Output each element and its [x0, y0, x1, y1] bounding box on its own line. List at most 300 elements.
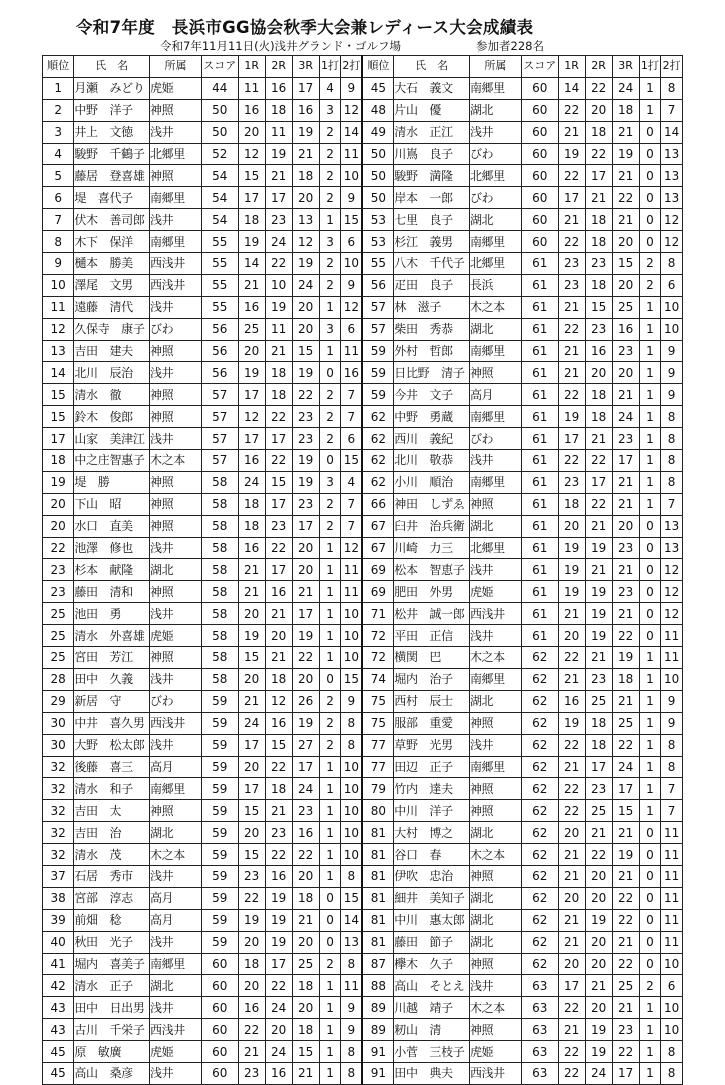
player-name-cell: 竹内 達夫: [394, 778, 470, 800]
round2-cell: 19: [585, 909, 612, 931]
round2-cell: 19: [265, 909, 292, 931]
player-name-cell: 宮田 芳江: [74, 647, 150, 669]
hole-in-one-count-cell: 1: [639, 296, 661, 318]
total-score-cell: 62: [521, 909, 558, 931]
affiliation-cell: 浅井: [469, 450, 521, 472]
two-stroke-count-cell: 11: [661, 909, 683, 931]
round1-cell: 18: [238, 493, 265, 515]
table-row: [43, 121, 683, 143]
col-affiliation: 所属: [150, 56, 202, 78]
round3-cell: 24: [612, 756, 639, 778]
total-score-cell: 63: [521, 1062, 558, 1084]
table-row: [43, 296, 683, 318]
round1-cell: 19: [558, 559, 585, 581]
hole-in-one-count-cell: 1: [319, 296, 341, 318]
two-stroke-count-cell: 14: [341, 121, 363, 143]
two-stroke-count-cell: 7: [341, 406, 363, 428]
two-stroke-count-cell: 11: [341, 143, 363, 165]
round2-cell: 20: [585, 997, 612, 1019]
round2-cell: 18: [585, 274, 612, 296]
round2-cell: 24: [585, 1062, 612, 1084]
two-stroke-count-cell: 8: [661, 756, 683, 778]
hole-in-one-count-cell: 0: [639, 209, 661, 231]
hole-in-one-count-cell: 2: [319, 406, 341, 428]
round3-cell: 23: [292, 428, 319, 450]
hole-in-one-count-cell: 1: [319, 975, 341, 997]
round1-cell: 20: [238, 931, 265, 953]
round1-cell: 21: [238, 559, 265, 581]
total-score-cell: 60: [521, 77, 558, 99]
total-score-cell: 58: [201, 493, 238, 515]
total-score-cell: 62: [521, 734, 558, 756]
affiliation-cell: 浅井: [469, 975, 521, 997]
round1-cell: 20: [238, 822, 265, 844]
affiliation-cell: 浅井: [150, 362, 202, 384]
round2-cell: 18: [265, 384, 292, 406]
hole-in-one-count-cell: 0: [319, 668, 341, 690]
round2-cell: 22: [265, 844, 292, 866]
rank-cell: 62: [362, 406, 393, 428]
player-name-cell: 小川 順治: [394, 471, 470, 493]
two-stroke-count-cell: 9: [341, 187, 363, 209]
round1-cell: 21: [558, 121, 585, 143]
rank-cell: 41: [43, 953, 74, 975]
round2-cell: 19: [265, 931, 292, 953]
player-name-cell: 宮部 淳志: [74, 887, 150, 909]
round1-cell: 21: [558, 909, 585, 931]
round1-cell: 22: [558, 1041, 585, 1063]
round1-cell: 14: [558, 77, 585, 99]
affiliation-cell: 神照: [150, 800, 202, 822]
round1-cell: 20: [238, 603, 265, 625]
table-row: [43, 668, 683, 690]
hole-in-one-count-cell: 2: [319, 187, 341, 209]
round2-cell: 25: [585, 690, 612, 712]
two-stroke-count-cell: 9: [661, 384, 683, 406]
round2-cell: 22: [265, 253, 292, 275]
total-score-cell: 60: [521, 143, 558, 165]
affiliation-cell: 虎姫: [469, 581, 521, 603]
round1-cell: 23: [558, 471, 585, 493]
round1-cell: 20: [558, 953, 585, 975]
player-name-cell: 田辺 正子: [394, 756, 470, 778]
affiliation-cell: 湖北: [469, 690, 521, 712]
two-stroke-count-cell: 11: [661, 822, 683, 844]
player-name-cell: 小菅 三枝子: [394, 1041, 470, 1063]
affiliation-cell: 神照: [469, 1019, 521, 1041]
round3-cell: 23: [612, 428, 639, 450]
total-score-cell: 61: [521, 603, 558, 625]
round3-cell: 21: [612, 822, 639, 844]
round2-cell: 18: [585, 406, 612, 428]
round2-cell: 19: [585, 537, 612, 559]
round3-cell: 24: [292, 778, 319, 800]
header-row: [43, 56, 683, 78]
round1-cell: 22: [558, 1062, 585, 1084]
hole-in-one-count-cell: 2: [319, 712, 341, 734]
total-score-cell: 63: [521, 975, 558, 997]
player-name-cell: 清水 徹: [74, 384, 150, 406]
round1-cell: 19: [558, 712, 585, 734]
round3-cell: 22: [612, 953, 639, 975]
total-score-cell: 50: [201, 99, 238, 121]
affiliation-cell: びわ: [150, 690, 202, 712]
round2-cell: 21: [265, 647, 292, 669]
affiliation-cell: びわ: [469, 143, 521, 165]
two-stroke-count-cell: 10: [661, 668, 683, 690]
hole-in-one-count-cell: 2: [319, 274, 341, 296]
hole-in-one-count-cell: 3: [319, 318, 341, 340]
two-stroke-count-cell: 8: [661, 406, 683, 428]
round1-cell: 22: [558, 997, 585, 1019]
player-name-cell: 井上 文徳: [74, 121, 150, 143]
total-score-cell: 62: [521, 690, 558, 712]
affiliation-cell: 湖北: [150, 822, 202, 844]
affiliation-cell: 神照: [469, 493, 521, 515]
col-name: 氏 名: [74, 56, 150, 78]
two-stroke-count-cell: 12: [661, 559, 683, 581]
two-stroke-count-cell: 14: [341, 909, 363, 931]
rank-cell: 91: [362, 1041, 393, 1063]
round2-cell: 17: [585, 756, 612, 778]
hole-in-one-count-cell: 2: [319, 428, 341, 450]
round2-cell: 17: [585, 471, 612, 493]
total-score-cell: 62: [521, 647, 558, 669]
player-name-cell: 横関 巴: [394, 647, 470, 669]
round2-cell: 21: [265, 165, 292, 187]
round1-cell: 22: [558, 450, 585, 472]
player-name-cell: 池澤 修也: [74, 537, 150, 559]
two-stroke-count-cell: 12: [341, 99, 363, 121]
round2-cell: 18: [585, 231, 612, 253]
player-name-cell: 川越 靖子: [394, 997, 470, 1019]
round2-cell: 16: [265, 1062, 292, 1084]
hole-in-one-count-cell: 1: [639, 997, 661, 1019]
player-name-cell: 西村 辰士: [394, 690, 470, 712]
hole-in-one-count-cell: 3: [319, 231, 341, 253]
player-name-cell: 藤田 清和: [74, 581, 150, 603]
affiliation-cell: 木之本: [469, 997, 521, 1019]
affiliation-cell: 南郷里: [150, 231, 202, 253]
round2-cell: 22: [265, 756, 292, 778]
rank-cell: 49: [362, 121, 393, 143]
rank-cell: 75: [362, 690, 393, 712]
round1-cell: 21: [558, 340, 585, 362]
player-name-cell: 清水 正江: [394, 121, 470, 143]
round1-cell: 19: [558, 537, 585, 559]
player-name-cell: 川崎 力三: [394, 537, 470, 559]
round2-cell: 17: [265, 559, 292, 581]
affiliation-cell: 浅井: [150, 537, 202, 559]
two-stroke-count-cell: 7: [661, 493, 683, 515]
affiliation-cell: 神照: [469, 953, 521, 975]
total-score-cell: 62: [521, 756, 558, 778]
player-name-cell: 清水 茂: [74, 844, 150, 866]
total-score-cell: 61: [521, 537, 558, 559]
two-stroke-count-cell: 11: [661, 931, 683, 953]
hole-in-one-count-cell: 2: [639, 253, 661, 275]
player-name-cell: 中野 洋子: [74, 99, 150, 121]
total-score-cell: 55: [201, 253, 238, 275]
total-score-cell: 52: [201, 143, 238, 165]
round2-cell: 18: [585, 209, 612, 231]
round1-cell: 20: [238, 668, 265, 690]
table-row: [43, 99, 683, 121]
col-score: スコア: [521, 56, 558, 78]
round3-cell: 25: [612, 975, 639, 997]
total-score-cell: 62: [521, 844, 558, 866]
total-score-cell: 61: [521, 406, 558, 428]
round3-cell: 22: [612, 625, 639, 647]
rank-cell: 18: [43, 450, 74, 472]
rank-cell: 72: [362, 647, 393, 669]
total-score-cell: 58: [201, 647, 238, 669]
hole-in-one-count-cell: 2: [319, 953, 341, 975]
round3-cell: 22: [612, 1041, 639, 1063]
round3-cell: 20: [292, 997, 319, 1019]
round3-cell: 19: [612, 143, 639, 165]
total-score-cell: 58: [201, 515, 238, 537]
round3-cell: 21: [612, 997, 639, 1019]
affiliation-cell: 浅井: [469, 734, 521, 756]
two-stroke-count-cell: 11: [341, 975, 363, 997]
hole-in-one-count-cell: 1: [639, 340, 661, 362]
total-score-cell: 60: [201, 997, 238, 1019]
round1-cell: 21: [558, 931, 585, 953]
hole-in-one-count-cell: 1: [639, 493, 661, 515]
two-stroke-count-cell: 12: [661, 231, 683, 253]
table-row: [43, 406, 683, 428]
hole-in-one-count-cell: 2: [639, 975, 661, 997]
affiliation-cell: 神照: [150, 493, 202, 515]
two-stroke-count-cell: 10: [341, 625, 363, 647]
hole-in-one-count-cell: 1: [639, 690, 661, 712]
total-score-cell: 61: [521, 581, 558, 603]
hole-in-one-count-cell: 4: [319, 77, 341, 99]
round2-cell: 22: [585, 450, 612, 472]
two-stroke-count-cell: 11: [661, 865, 683, 887]
round1-cell: 21: [558, 362, 585, 384]
round3-cell: 20: [292, 296, 319, 318]
total-score-cell: 61: [521, 625, 558, 647]
two-stroke-count-cell: 12: [661, 581, 683, 603]
player-name-cell: 堀内 治子: [394, 668, 470, 690]
player-name-cell: 藤田 節子: [394, 931, 470, 953]
total-score-cell: 60: [201, 953, 238, 975]
affiliation-cell: 南郷里: [469, 756, 521, 778]
rank-cell: 25: [43, 603, 74, 625]
round2-cell: 20: [585, 865, 612, 887]
affiliation-cell: 湖北: [469, 318, 521, 340]
affiliation-cell: 神照: [150, 406, 202, 428]
affiliation-cell: 南郷里: [469, 406, 521, 428]
round2-cell: 23: [585, 668, 612, 690]
two-stroke-count-cell: 15: [341, 450, 363, 472]
round1-cell: 25: [238, 318, 265, 340]
two-stroke-count-cell: 8: [661, 428, 683, 450]
round1-cell: 18: [238, 953, 265, 975]
round2-cell: 22: [585, 143, 612, 165]
rank-cell: 29: [43, 690, 74, 712]
round2-cell: 17: [265, 187, 292, 209]
hole-in-one-count-cell: 2: [319, 143, 341, 165]
two-stroke-count-cell: 10: [341, 800, 363, 822]
two-stroke-count-cell: 9: [341, 1019, 363, 1041]
participant-count: 参加者228名: [476, 39, 544, 53]
col-two-stroke: 2打: [661, 56, 683, 78]
two-stroke-count-cell: 11: [341, 340, 363, 362]
affiliation-cell: 西浅井: [150, 253, 202, 275]
round1-cell: 22: [558, 165, 585, 187]
two-stroke-count-cell: 8: [341, 734, 363, 756]
affiliation-cell: 南郷里: [469, 340, 521, 362]
table-row: [43, 778, 683, 800]
affiliation-cell: 南郷里: [150, 953, 202, 975]
round1-cell: 21: [238, 274, 265, 296]
player-name-cell: 下山 昭: [74, 493, 150, 515]
two-stroke-count-cell: 8: [341, 865, 363, 887]
round2-cell: 18: [265, 668, 292, 690]
rank-cell: 6: [43, 187, 74, 209]
hole-in-one-count-cell: 0: [639, 603, 661, 625]
hole-in-one-count-cell: 1: [319, 844, 341, 866]
player-name-cell: 伊吹 忠治: [394, 865, 470, 887]
player-name-cell: 久保寺 康子: [74, 318, 150, 340]
two-stroke-count-cell: 11: [341, 559, 363, 581]
rank-cell: 4: [43, 143, 74, 165]
round3-cell: 23: [612, 1019, 639, 1041]
rank-cell: 5: [43, 165, 74, 187]
table-row: [43, 844, 683, 866]
round2-cell: 22: [585, 493, 612, 515]
round3-cell: 22: [292, 647, 319, 669]
two-stroke-count-cell: 12: [341, 537, 363, 559]
round2-cell: 21: [585, 975, 612, 997]
player-name-cell: 月瀬 みどり: [74, 77, 150, 99]
rank-cell: 89: [362, 1019, 393, 1041]
total-score-cell: 62: [521, 800, 558, 822]
player-name-cell: 澤尾 文男: [74, 274, 150, 296]
round1-cell: 19: [558, 406, 585, 428]
affiliation-cell: 湖北: [469, 822, 521, 844]
affiliation-cell: 浅井: [150, 668, 202, 690]
col-round1: 1R: [558, 56, 585, 78]
two-stroke-count-cell: 15: [341, 209, 363, 231]
hole-in-one-count-cell: 1: [319, 997, 341, 1019]
hole-in-one-count-cell: 1: [639, 1019, 661, 1041]
round1-cell: 22: [558, 99, 585, 121]
player-name-cell: 石居 秀市: [74, 865, 150, 887]
round3-cell: 21: [292, 1062, 319, 1084]
round3-cell: 15: [612, 800, 639, 822]
two-stroke-count-cell: 8: [661, 471, 683, 493]
hole-in-one-count-cell: 1: [319, 537, 341, 559]
round3-cell: 21: [612, 121, 639, 143]
round3-cell: 21: [612, 865, 639, 887]
hole-in-one-count-cell: 0: [639, 953, 661, 975]
round1-cell: 24: [238, 471, 265, 493]
two-stroke-count-cell: 9: [661, 690, 683, 712]
two-stroke-count-cell: 12: [341, 296, 363, 318]
page-title: 令和7年度 長浜市GG協会秋季大会兼レディース大会成績表: [76, 18, 534, 37]
round1-cell: 20: [558, 822, 585, 844]
rank-cell: 1: [43, 77, 74, 99]
total-score-cell: 59: [201, 887, 238, 909]
hole-in-one-count-cell: 0: [639, 865, 661, 887]
round3-cell: 21: [612, 384, 639, 406]
round1-cell: 22: [558, 318, 585, 340]
total-score-cell: 59: [201, 712, 238, 734]
two-stroke-count-cell: 10: [341, 822, 363, 844]
round3-cell: 21: [292, 909, 319, 931]
round3-cell: 18: [292, 165, 319, 187]
player-name-cell: 籾山 清: [394, 1019, 470, 1041]
round1-cell: 23: [238, 1062, 265, 1084]
round2-cell: 21: [585, 515, 612, 537]
two-stroke-count-cell: 10: [341, 756, 363, 778]
hole-in-one-count-cell: 1: [319, 800, 341, 822]
round1-cell: 12: [238, 406, 265, 428]
round2-cell: 24: [265, 997, 292, 1019]
round3-cell: 20: [292, 318, 319, 340]
hole-in-one-count-cell: 0: [639, 121, 661, 143]
hole-in-one-count-cell: 1: [639, 384, 661, 406]
player-name-cell: 北川 辰治: [74, 362, 150, 384]
rank-cell: 30: [43, 734, 74, 756]
round2-cell: 19: [265, 887, 292, 909]
round3-cell: 15: [292, 1041, 319, 1063]
col-round2: 2R: [265, 56, 292, 78]
round3-cell: 21: [612, 690, 639, 712]
player-name-cell: 肥田 外男: [394, 581, 470, 603]
player-name-cell: 北川 敬恭: [394, 450, 470, 472]
rank-cell: 69: [362, 559, 393, 581]
player-name-cell: 松本 智恵子: [394, 559, 470, 581]
table-row: [43, 340, 683, 362]
player-name-cell: 清水 外喜雄: [74, 625, 150, 647]
round1-cell: 16: [238, 997, 265, 1019]
rank-cell: 25: [43, 625, 74, 647]
hole-in-one-count-cell: 1: [639, 778, 661, 800]
rank-cell: 75: [362, 712, 393, 734]
affiliation-cell: 長浜: [469, 274, 521, 296]
round1-cell: 22: [238, 887, 265, 909]
round1-cell: 17: [238, 187, 265, 209]
table-row: [43, 1019, 683, 1041]
rank-cell: 12: [43, 318, 74, 340]
affiliation-cell: 浅井: [150, 603, 202, 625]
round3-cell: 24: [612, 406, 639, 428]
round1-cell: 17: [558, 975, 585, 997]
rank-cell: 59: [362, 362, 393, 384]
affiliation-cell: 神照: [150, 647, 202, 669]
table-row: [43, 931, 683, 953]
round1-cell: 14: [238, 253, 265, 275]
player-name-cell: 中井 喜久男: [74, 712, 150, 734]
hole-in-one-count-cell: 1: [319, 559, 341, 581]
hole-in-one-count-cell: 0: [639, 909, 661, 931]
round2-cell: 21: [265, 340, 292, 362]
rank-cell: 17: [43, 428, 74, 450]
round1-cell: 23: [558, 274, 585, 296]
table-row: [43, 318, 683, 340]
two-stroke-count-cell: 16: [341, 362, 363, 384]
round1-cell: 20: [558, 887, 585, 909]
rank-cell: 67: [362, 515, 393, 537]
round3-cell: 21: [612, 931, 639, 953]
round3-cell: 19: [292, 712, 319, 734]
rank-cell: 53: [362, 231, 393, 253]
